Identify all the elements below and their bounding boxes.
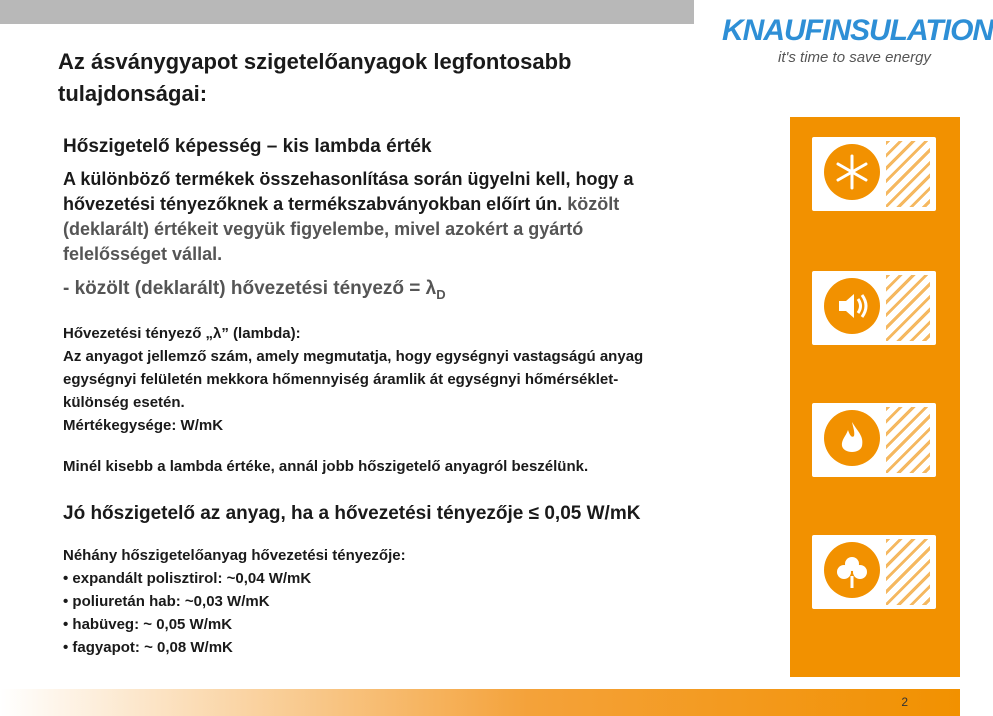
good-insulator-statement: Jó hőszigetelő az anyag, ha a hővezetési tényezője ≤ 0,05 W/mK — [63, 503, 641, 524]
intro-line-2b: közölt — [567, 194, 620, 214]
top-bar — [0, 0, 694, 24]
logo-brand: KNAUFINSULATION — [722, 14, 993, 47]
list-item: • expandált polisztirol: ~0,04 W/mK — [63, 567, 311, 590]
icon-card-natural — [812, 535, 936, 609]
sound-icon — [824, 278, 880, 334]
title-line-2: tulajdonságai: — [58, 81, 208, 106]
cotton-flower-icon — [824, 542, 880, 598]
intro-line-3: (deklarált) értékeit vegyük figyelembe, mivel azokért a gyártó — [63, 219, 584, 239]
knauf-insulation-logo — [722, 14, 993, 94]
intro-line-1: A különböző termékek összehasonlítása során ügyelni kell, hogy a — [63, 169, 634, 189]
definition-line-1: Az anyagot jellemző szám, amely megmutatja, hogy egységnyi vastagságú anyag — [63, 348, 644, 365]
insulation-pattern — [886, 141, 930, 207]
footer-bar — [0, 689, 960, 716]
list-item: • fagyapot: ~ 0,08 W/mK — [63, 636, 311, 659]
intro-line-2a: hővezetési tényezőknek a termékszabványokban előírt ún. — [63, 194, 563, 214]
list-item: • poliuretán hab: ~0,03 W/mK — [63, 590, 311, 613]
page-title — [58, 46, 698, 110]
definition-line-2: egységnyi felületén mekkora hőmennyiség áramlik át egységnyi hőmérséklet- — [63, 371, 619, 388]
intro-paragraph — [63, 167, 753, 267]
declared-subscript: D — [436, 286, 446, 302]
definition-block — [63, 322, 783, 437]
icon-card-sound — [812, 271, 936, 345]
insulation-pattern — [886, 407, 930, 473]
list-item: • habüveg: ~ 0,05 W/mK — [63, 613, 311, 636]
icon-card-fire — [812, 403, 936, 477]
icon-card-cold — [812, 137, 936, 211]
intro-line-4: felelősséget vállal. — [63, 244, 223, 264]
flame-icon — [824, 410, 880, 466]
examples-list — [63, 567, 311, 659]
examples-label: Néhány hőszigetelőanyag hővezetési tényezője: — [63, 547, 406, 564]
definition-line-3: különség esetén. — [63, 394, 185, 411]
definition-label: Hővezetési tényező „λ” (lambda): — [63, 325, 301, 342]
insulation-pattern — [886, 275, 930, 341]
logo-tagline: it's time to save energy — [778, 49, 931, 66]
intro-line-2 — [63, 192, 753, 217]
snowflake-icon — [824, 144, 880, 200]
insulation-pattern — [886, 539, 930, 605]
sidebar-icon-panel — [790, 117, 960, 677]
declared-text: - közölt (deklarált) hővezetési tényező = λ — [63, 278, 437, 299]
page-number: 2 — [901, 695, 908, 709]
definition-unit: Mértékegysége: W/mK — [63, 417, 224, 434]
declared-lambda — [63, 276, 753, 307]
smaller-is-better: Minél kisebb a lambda értéke, annál jobb hőszigetelő anyagról beszélünk. — [63, 458, 589, 475]
title-line-1: Az ásványgyapot szigetelőanyagok legfontosabb — [58, 49, 572, 74]
section-heading: Hőszigetelő képesség – kis lambda érték — [63, 136, 432, 157]
